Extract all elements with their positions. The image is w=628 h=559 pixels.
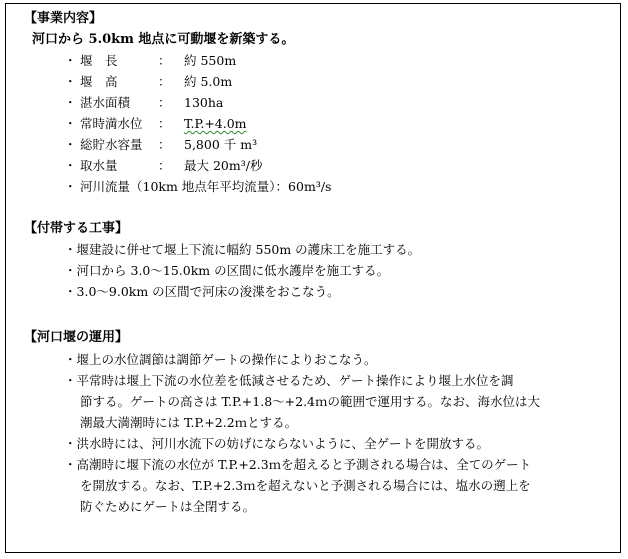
list-item (64, 240, 420, 260)
spec-colon: ： (158, 116, 171, 131)
bullet: ・ (64, 179, 77, 194)
list-item-text: 3.0～9.0km の区間で河床の浚渫をおこなう。 (76, 284, 340, 299)
spec-value: 約 550m (184, 53, 237, 68)
list-item-continuation: 潮最大満潮時には T.P.+2.2ｍとする。 (80, 415, 298, 430)
list-item (64, 455, 531, 475)
spec-value: 5,800 千 m³ (184, 137, 258, 152)
list-item-text: 高潮時に堰下流の水位が T.P.+2.3ｍを超えると予測される場合は、全てのゲート (76, 457, 532, 472)
section-heading-project: 【事業内容】 (24, 11, 103, 26)
section-heading-operation: 【河口堰の運用】 (24, 330, 129, 345)
spec-colon: ： (158, 158, 171, 173)
spec-label: 河川流量（10km 地点年平均流量）：60m³/s (80, 179, 332, 194)
section-heading-related-works: 【付帯する工事】 (24, 221, 129, 236)
bullet: ・ (64, 284, 77, 299)
spec-value: 約 5.0m (184, 74, 233, 89)
spec-label: 堰 長 (80, 53, 118, 68)
bullet: ・ (64, 263, 77, 278)
bullet: ・ (64, 137, 77, 152)
list-item-continuation: 防ぐためにゲートは全閉する。 (80, 499, 256, 514)
spec-label: 湛水面積 (80, 95, 131, 110)
bullet: ・ (64, 373, 77, 388)
spec-label: 総貯水容量 (80, 137, 143, 152)
bullet: ・ (64, 53, 77, 68)
list-item-text: 堰建設に併せて堰上下流に幅約 550m の護床工を施工する。 (76, 242, 421, 257)
bullet: ・ (64, 242, 77, 257)
list-item-text: 堰上の水位調節は調節ゲートの操作によりおこなう。 (76, 352, 377, 367)
spec-colon: ： (158, 137, 171, 152)
list-item (64, 282, 340, 302)
bullet: ・ (64, 116, 77, 131)
bullet: ・ (64, 74, 77, 89)
list-item (64, 371, 514, 391)
spec-value: 130ha (184, 95, 224, 110)
bullet: ・ (64, 158, 77, 173)
list-item (64, 261, 389, 281)
bullet: ・ (64, 95, 77, 110)
list-item (64, 434, 489, 454)
bullet: ・ (64, 352, 77, 367)
spec-colon: ： (158, 53, 171, 68)
spec-label: 常時満水位 (80, 116, 143, 131)
spec-label: 取水量 (80, 158, 118, 173)
project-lead-text: 河口から 5.0km 地点に可動堰を新築する。 (32, 32, 295, 47)
spec-value: T.P.+4.0m (184, 116, 247, 131)
list-item-continuation: 節する。ゲートの高さは T.P.+1.8～+2.4ｍの範囲で運用する。なお、海水位は大 (80, 394, 541, 409)
spec-colon: ： (158, 95, 171, 110)
bullet: ・ (64, 457, 77, 472)
list-item (64, 350, 377, 370)
spec-label: 堰 高 (80, 74, 118, 89)
list-item-text: 平常時は堰上下流の水位差を低減させるため、ゲート操作により堰上水位を調 (76, 373, 514, 388)
list-item-text: 河口から 3.0～15.0km の区間に低水護岸を施工する。 (76, 263, 390, 278)
spec-value: 最大 20m³/秒 (184, 158, 263, 173)
spec-colon: ： (158, 74, 171, 89)
list-item-text: 洪水時には、河川水流下の妨げにならないように、全ゲートを開放する。 (76, 436, 490, 451)
bullet: ・ (64, 436, 77, 451)
list-item-continuation: を開放する。なお、T.P.+2.3ｍを超えないと予測される場合には、塩水の遡上を (80, 478, 531, 493)
